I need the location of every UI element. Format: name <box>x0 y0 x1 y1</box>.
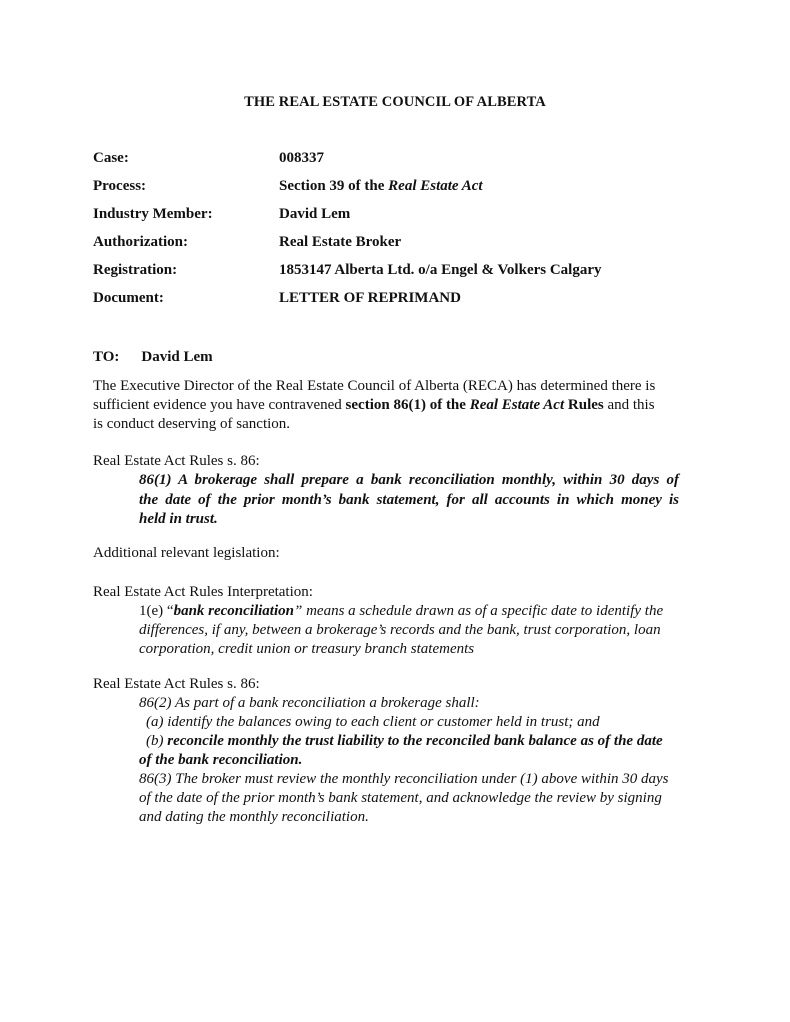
meta-value: 1853147 Alberta Ltd. o/a Engel & Volkers Calgary <box>279 262 602 278</box>
rule-bold: reconcile monthly the trust liability to the reconciled bank balance as of the date <box>167 733 663 749</box>
rule-line-b <box>139 732 684 751</box>
interp-bold: bank reconciliation <box>173 603 294 619</box>
quote-line: held in trust. <box>139 511 218 527</box>
meta-label: Process: <box>93 178 147 194</box>
rule-line: of the bank reconciliation. <box>139 752 303 768</box>
meta-label: Industry Member: <box>93 206 213 222</box>
meta-value-italic: Real Estate Act <box>388 178 483 194</box>
rule-line: 86(2) As part of a bank reconciliation a brokerage shall: <box>139 695 480 711</box>
rule-text: (b) <box>146 733 168 749</box>
rule-line: and dating the monthly reconciliation. <box>139 809 369 825</box>
to-label: TO: <box>93 349 120 365</box>
intro-line: The Executive Director of the Real Estate Council of Alberta (RECA) has determined there is <box>93 378 656 394</box>
to-name: David Lem <box>141 349 213 365</box>
intro-bold-italic: Real Estate Act <box>469 397 565 413</box>
interp-line <box>139 602 684 621</box>
meta-value: David Lem <box>279 206 351 222</box>
rule-86-2-3 <box>139 694 684 827</box>
meta-value: 008337 <box>279 150 324 166</box>
interp-text: 1(e) “ <box>139 603 174 619</box>
interp-text: ” means a schedule drawn as of a specific date to identify the <box>294 603 664 619</box>
intro-text: and this <box>603 397 655 413</box>
intro-paragraph <box>93 377 703 434</box>
intro-text: sufficient evidence you have contravened <box>93 397 346 413</box>
intro-bold: section 86(1) of the <box>345 397 470 413</box>
rule-line-a: (a) identify the balances owing to each client or customer held in trust; and <box>146 714 600 730</box>
meta-label: Registration: <box>93 262 178 278</box>
rule-line: 86(3) The broker must review the monthly reconciliation under (1) above within 30 days <box>139 771 669 787</box>
meta-value: LETTER OF REPRIMAND <box>279 290 461 306</box>
meta-label: Document: <box>93 290 164 306</box>
rule-line: of the date of the prior month’s bank statement, and acknowledge the review by signing <box>139 790 662 806</box>
section3-heading: Real Estate Act Rules s. 86: <box>93 676 260 692</box>
intro-line <box>93 396 703 415</box>
meta-value <box>279 178 483 195</box>
additional-legislation-label: Additional relevant legislation: <box>93 545 280 561</box>
meta-label: Authorization: <box>93 234 188 250</box>
meta-value-text: Section 39 of the <box>279 178 389 194</box>
meta-label: Case: <box>93 150 129 166</box>
quote-line: 86(1) A brokerage shall prepare a bank reconciliation monthly, within 30 days of <box>139 472 679 488</box>
section2-heading: Real Estate Act Rules Interpretation: <box>93 584 313 600</box>
interpretation-1e <box>139 602 684 659</box>
meta-value: Real Estate Broker <box>279 234 402 250</box>
intro-line: is conduct deserving of sanction. <box>93 416 291 432</box>
document-title: THE REAL ESTATE COUNCIL OF ALBERTA <box>244 94 546 110</box>
rule-86-1-quote <box>139 471 679 530</box>
intro-bold: Rules <box>564 397 604 413</box>
interp-line: differences, if any, between a brokerage’s records and the bank, trust corporation, loan <box>139 622 661 638</box>
addressee <box>93 349 213 366</box>
interp-line: corporation, credit union or treasury branch statements <box>139 641 475 657</box>
section1-heading: Real Estate Act Rules s. 86: <box>93 453 260 469</box>
quote-line: the date of the prior month’s bank statement, for all accounts in which money is <box>139 491 679 508</box>
